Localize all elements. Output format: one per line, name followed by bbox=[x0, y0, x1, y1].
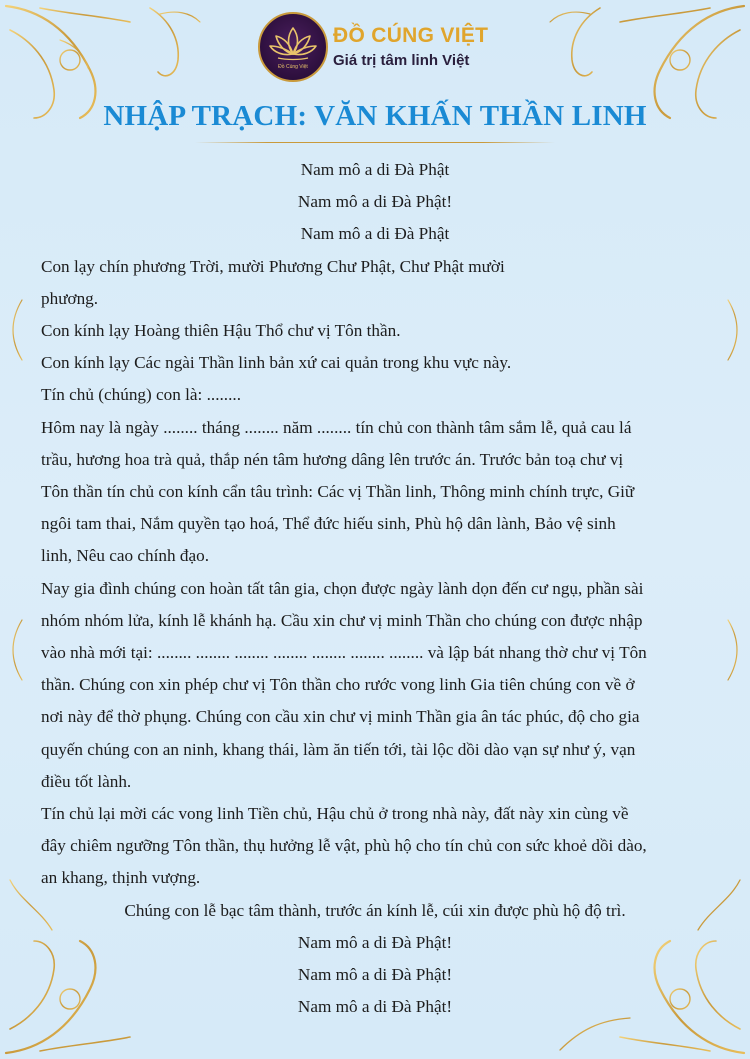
paragraph-line: phương. bbox=[41, 288, 99, 308]
paragraph-line: vào nhà mới tại: ........ ........ ........ ........ ........ ........ ........ và lập bát nhang thờ chư vị Tôn bbox=[41, 643, 647, 663]
prayer-text bbox=[41, 154, 709, 1023]
paragraph-line: Con lạy chín phương Trời, mười Phương Chư Phật, Chư Phật mười bbox=[41, 256, 505, 276]
paragraph-line: thần. Chúng con xin phép chư vị Tôn thần cho rước vong linh Gia tiên chúng con về ở bbox=[41, 675, 635, 695]
paragraph-line: Hôm nay là ngày ........ tháng ........ năm ........ tín chủ con thành tâm sắm lễ, quả cau lá bbox=[41, 417, 632, 437]
paragraph-line: Con kính lạy Các ngài Thần linh bản xứ cai quản trong khu vực này. bbox=[41, 353, 512, 373]
ending-line: Nam mô a di Đà Phật! bbox=[297, 965, 453, 985]
paragraph-line: Con kính lạy Hoàng thiên Hậu Thổ chư vị Tôn thần. bbox=[41, 321, 401, 341]
ending-line: Nam mô a di Đà Phật! bbox=[297, 932, 453, 952]
paragraph-line: Tín chủ lại mời các vong linh Tiền chủ, Hậu chủ ở trong nhà này, đất này xin cùng về bbox=[41, 804, 629, 824]
title-divider bbox=[195, 142, 555, 143]
paragraph-line: Tín chủ (chúng) con là: ........ bbox=[41, 385, 241, 405]
ending-line: Nam mô a di Đà Phật! bbox=[297, 997, 453, 1017]
closing-line: Chúng con lễ bạc tâm thành, trước án kính lễ, cúi xin được phù hộ độ trì. bbox=[124, 900, 626, 920]
opening-line: Nam mô a di Đà Phật! bbox=[297, 192, 453, 212]
page-title: NHẬP TRẠCH: VĂN KHẤN THẦN LINH bbox=[103, 100, 647, 132]
paragraph-line: nơi này để thờ phụng. Chúng con cầu xin chư vị minh Thần gia ân tác phúc, độ cho gia bbox=[41, 707, 640, 727]
brand-tagline: Giá trị tâm linh Việt bbox=[333, 52, 470, 69]
paragraph-line: đây chiêm ngưỡng Tôn thần, thụ hưởng lễ vật, phù hộ cho tín chủ con sức khoẻ dồi dào, bbox=[41, 836, 647, 856]
paragraph-line: ngôi tam thai, Nắm quyền tạo hoá, Thể đức hiếu sinh, Phù hộ dân lành, Bảo vệ sinh bbox=[41, 514, 616, 534]
paragraph-line: trầu, hương hoa trà quả, thắp nén tâm hương dâng lên trước án. Trước bản toạ chư vị bbox=[41, 449, 624, 469]
brand-name: ĐỒ CÚNG VIỆT bbox=[333, 24, 489, 47]
opening-line: Nam mô a di Đà Phật bbox=[300, 160, 450, 179]
paragraph-line: linh, Nêu cao chính đạo. bbox=[41, 546, 210, 566]
brand-logo bbox=[258, 12, 328, 82]
paragraph-line: an khang, thịnh vượng. bbox=[41, 868, 201, 888]
logo-caption: Đồ Cúng Việt bbox=[278, 64, 308, 70]
paragraph-line: nhóm nhóm lửa, kính lễ khánh hạ. Cầu xin chư vị minh Thần cho chúng con được nhập bbox=[41, 610, 643, 630]
lotus-icon bbox=[260, 14, 326, 80]
opening-line: Nam mô a di Đà Phật bbox=[300, 224, 450, 244]
paragraph-line: Nay gia đình chúng con hoàn tất tân gia, chọn được ngày lành dọn đến cư ngụ, phần sài bbox=[41, 578, 644, 598]
paragraph-line: Tôn thần tín chủ con kính cẩn tâu trình: Các vị Thần linh, Thông minh chính trực, Giữ bbox=[41, 482, 635, 502]
paragraph-line: điều tốt lành. bbox=[41, 771, 132, 791]
paragraph-line: quyến chúng con an ninh, khang thái, làm ăn tiến tới, tài lộc dồi dào vạn sự như ý, vạn bbox=[41, 739, 636, 759]
